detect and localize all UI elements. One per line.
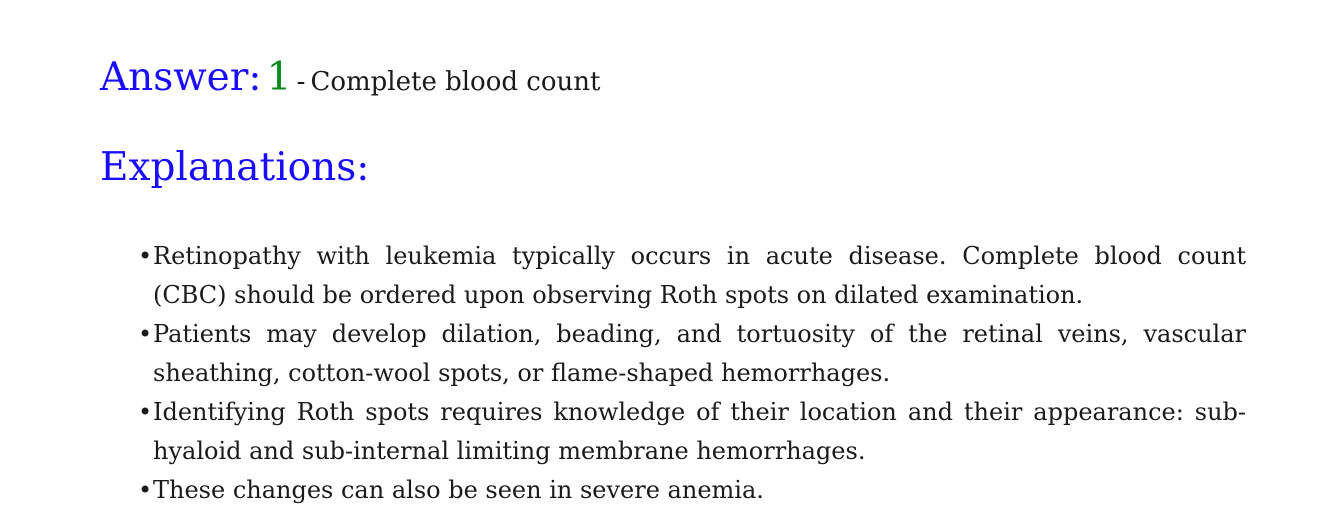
- explanation-item: [138, 393, 1246, 471]
- answer-label: Answer:: [100, 55, 262, 100]
- bullet-icon: •: [138, 242, 153, 270]
- explanation-list: [138, 237, 1246, 510]
- explanation-text: Identifying Roth spots requires knowledge of their location and their appearance: sub-hyaloid and sub-internal limiting membrane hemorrhages.: [153, 398, 1246, 465]
- answer-line: [100, 55, 601, 100]
- explanation-item: [138, 237, 1246, 315]
- explanations-heading: Explanations:: [100, 145, 370, 190]
- explanation-text: Retinopathy with leukemia typically occurs in acute disease. Complete blood count (CBC) should be ordered upon observing Roth spots on dilated examination.: [153, 242, 1246, 309]
- explanation-text: These changes can also be seen in severe anemia.: [153, 476, 764, 504]
- bullet-icon: •: [138, 476, 153, 504]
- answer-number: 1: [266, 55, 292, 100]
- explanation-text: Patients may develop dilation, beading, and tortuosity of the retinal veins, vascular sheathing, cotton-wool spots, or flame-shaped hemorrhages.: [153, 320, 1246, 387]
- bullet-icon: •: [138, 398, 153, 426]
- explanation-item: [138, 471, 1246, 510]
- bullet-icon: •: [138, 320, 153, 348]
- explanation-item: [138, 315, 1246, 393]
- answer-text: Complete blood count: [310, 67, 601, 97]
- answer-separator: -: [296, 67, 306, 97]
